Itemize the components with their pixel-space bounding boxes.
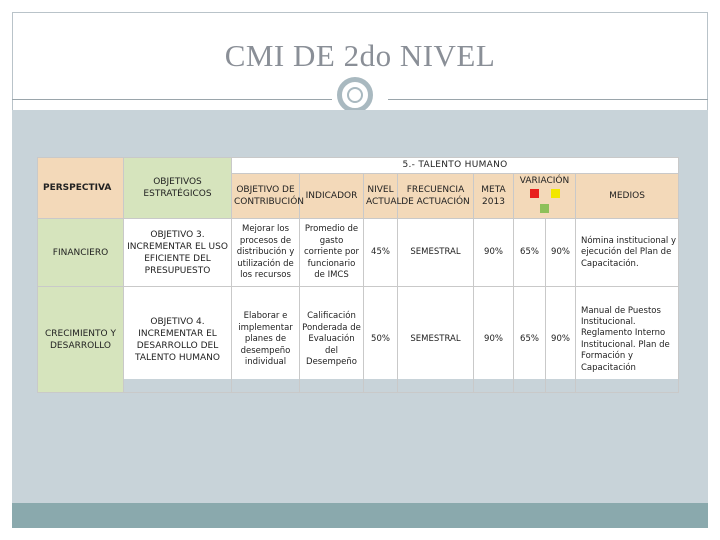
row-frecuencia: SEMESTRAL [398,287,474,393]
row-nivel: 45% [364,219,398,287]
title-divider-left [12,99,332,100]
row-medios: Nómina institucional y ejecución del Plan de Capacitación. [576,219,679,287]
row-medios: Manual de Puestos Institucional. Reglamento Interno Institucional. Plan de Formación y Capacitación [576,287,679,393]
header-variacion [514,174,576,219]
header-perspectiva: PERSPECTIVA [38,158,124,219]
row-var-high: 90% [546,287,576,393]
header-objetivo-contribucion: OBJETIVO DE CONTRIBUCIÓN [232,174,300,219]
row-perspectiva: CRECIMIENTO Y DESARROLLO [38,287,124,393]
footer-band [12,503,708,528]
variation-red-square [530,189,539,198]
cmi-table [37,157,679,393]
variation-green-square [540,204,549,213]
header-nivel-actual: NIVEL ACTUAL [364,174,398,219]
row-nivel: 50% [364,287,398,393]
row-frecuencia: SEMESTRAL [398,219,474,287]
row-var-mid: 65% [514,219,546,287]
variacion-label: VARIACIÓN [519,176,570,186]
section-title: 5.- TALENTO HUMANO [232,158,679,174]
row-meta: 90% [474,219,514,287]
row-contribucion: Mejorar los procesos de distribución y utilización de los recursos [232,219,300,287]
title-divider-right [388,99,708,100]
divider-ring-ornament [337,77,373,113]
header-medios: MEDIOS [576,174,679,219]
row-objetivo: OBJETIVO 3. INCREMENTAR EL USO EFICIENTE DEL PRESUPUESTO [124,219,232,287]
row-indicador: Calificación Ponderada de Evaluación del Desempeño [300,287,364,393]
divider-ring-inner [347,87,363,103]
row-var-mid: 65% [514,287,546,393]
row-contribucion: Elaborar e implementar planes de desempeño individual [232,287,300,393]
variation-yellow-square [551,189,560,198]
table-row [38,219,679,287]
row-meta: 90% [474,287,514,393]
header-meta: META 2013 [474,174,514,219]
row-perspectiva: FINANCIERO [38,219,124,287]
header-frecuencia: FRECUENCIA DE ACTUACIÓN [398,174,474,219]
row-objetivo: OBJETIVO 4. INCREMENTAR EL DESARROLLO DEL TALENTO HUMANO [124,287,232,393]
slide-title: CMI DE 2do NIVEL [224,38,496,73]
table-row [38,287,679,393]
row-var-high: 90% [546,219,576,287]
row-indicador: Promedio de gasto corriente por funcionario de IMCS [300,219,364,287]
cmi-table-container [37,157,678,379]
header-objetivos: OBJETIVOS ESTRATÉGICOS [124,158,232,219]
header-indicador: INDICADOR [300,174,364,219]
